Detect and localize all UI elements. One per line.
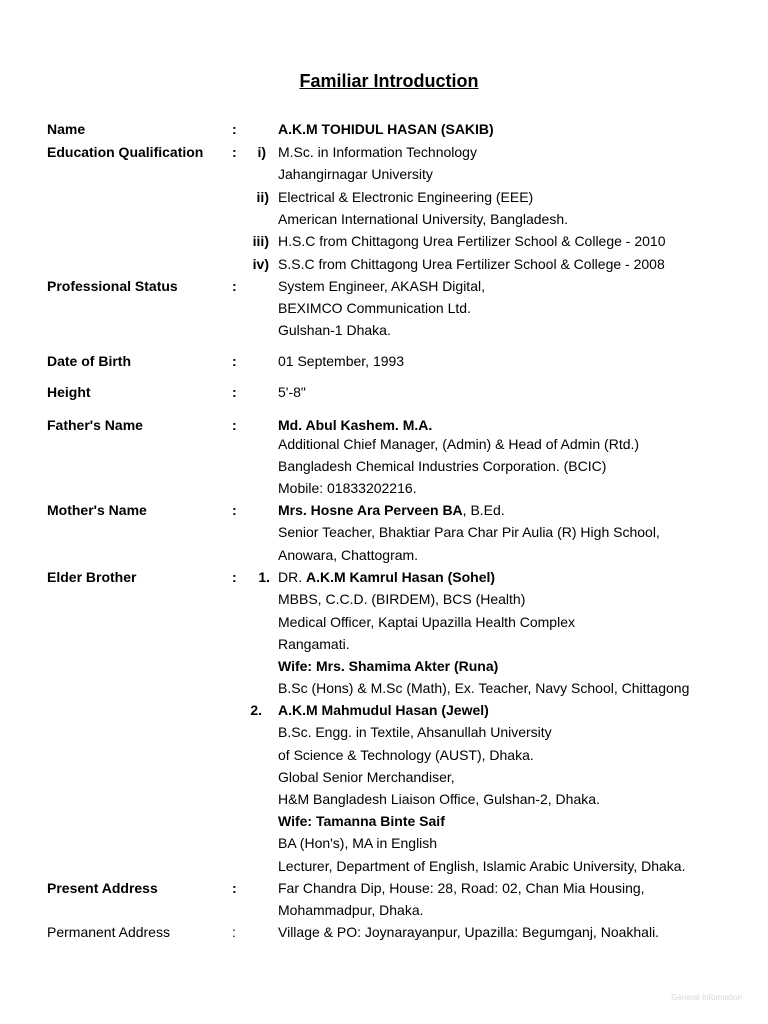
father-line: Bangladesh Chemical Industries Corporation. (BCIC) (278, 458, 607, 474)
brother-row (0, 832, 768, 854)
education-row (0, 230, 768, 252)
brother-name-bold: A.K.M Kamrul Hasan (Sohel) (306, 569, 496, 585)
present-label: Present Address (47, 880, 158, 896)
education-row (0, 141, 768, 163)
education-row (0, 186, 768, 208)
dob-label: Date of Birth (47, 353, 131, 369)
permanent-label: Permanent Address (47, 924, 170, 940)
brother-row (0, 677, 768, 699)
professional-label: Professional Status (47, 278, 178, 294)
professional-row (0, 319, 768, 341)
brother-row (0, 855, 768, 877)
education-line: American International University, Bangladesh. (278, 211, 569, 227)
professional-line: Gulshan-1 Dhaka. (278, 322, 391, 338)
brother-label: Elder Brother (47, 569, 137, 585)
permanent-value: Village & PO: Joynarayanpur, Upazilla: Begumganj, Noakhali. (278, 924, 660, 940)
education-marker: iii) (252, 233, 269, 249)
present-colon: : (232, 880, 237, 896)
education-marker: i) (257, 144, 266, 160)
present-row (0, 899, 768, 921)
mother-line: Senior Teacher, Bhaktiar Para Char Pir Aulia (R) High School, (278, 524, 660, 540)
professional-colon: : (232, 278, 237, 294)
education-marker: iv) (252, 256, 269, 272)
education-row (0, 253, 768, 275)
brother-name (278, 566, 495, 588)
brother-row (0, 611, 768, 633)
height-value: 5'-8" (278, 384, 306, 400)
brother-wife-line: BA (Hon's), MA in English (278, 835, 438, 851)
height-label: Height (47, 384, 91, 400)
name-value: A.K.M TOHIDUL HASAN (SAKIB) (278, 121, 494, 137)
brother-row (0, 699, 768, 721)
permanent-colon: : (232, 924, 236, 940)
education-row (0, 208, 768, 230)
brother-row (0, 721, 768, 743)
education-colon: : (232, 144, 237, 160)
education-line: Electrical & Electronic Engineering (EEE) (278, 189, 534, 205)
brother-colon: : (232, 569, 237, 585)
mother-name (278, 499, 505, 521)
father-row (0, 455, 768, 477)
brother-wife-line: B.Sc (Hons) & M.Sc (Math), Ex. Teacher, Navy School, Chittagong (278, 680, 690, 696)
brother-row (0, 655, 768, 677)
father-row (0, 477, 768, 499)
brother-line: H&M Bangladesh Liaison Office, Gulshan-2, Dhaka. (278, 791, 600, 807)
brother-row (0, 766, 768, 788)
brother-line: Medical Officer, Kaptai Upazilla Health Complex (278, 614, 575, 630)
education-marker: ii) (256, 189, 269, 205)
father-row (0, 433, 768, 455)
father-name: Md. Abul Kashem. M.A. (278, 417, 433, 433)
name-label: Name (47, 121, 86, 137)
mother-colon: : (232, 502, 237, 518)
dob-value: 01 September, 1993 (278, 353, 405, 369)
education-line: H.S.C from Chittagong Urea Fertilizer School & College - 2010 (278, 233, 666, 249)
father-label: Father's Name (47, 417, 143, 433)
present-line: Far Chandra Dip, House: 28, Road: 02, Chan Mia Housing, (278, 880, 645, 896)
mother-line: Anowara, Chattogram. (278, 547, 419, 563)
mother-row (0, 499, 768, 521)
professional-row (0, 297, 768, 319)
father-line: Additional Chief Manager, (Admin) & Head of Admin (Rtd.) (278, 436, 640, 452)
brother-row (0, 810, 768, 832)
height-colon: : (232, 384, 237, 400)
name-row (0, 118, 768, 140)
professional-line: BEXIMCO Communication Ltd. (278, 300, 471, 316)
mother-name-bold: Mrs. Hosne Ara Perveen BA (278, 502, 463, 518)
brother-line: of Science & Technology (AUST), Dhaka. (278, 747, 534, 763)
brother-wife: Wife: Mrs. Shamima Akter (Runa) (278, 658, 499, 674)
education-label: Education Qualification (47, 144, 204, 160)
education-line: Jahangirnagar University (278, 166, 433, 182)
mother-row (0, 544, 768, 566)
brother-row (0, 744, 768, 766)
brother-name-prefix: DR. (278, 569, 306, 585)
footer-watermark: General Information (671, 993, 742, 1002)
brother-row (0, 633, 768, 655)
education-line: M.Sc. in Information Technology (278, 144, 477, 160)
dob-row (0, 350, 768, 372)
father-colon: : (232, 417, 237, 433)
brother-line: Rangamati. (278, 636, 350, 652)
father-line: Mobile: 01833202216. (278, 480, 417, 496)
brother-marker: 1. (258, 569, 270, 585)
document-title: Familiar Introduction (299, 71, 479, 91)
mother-label: Mother's Name (47, 502, 147, 518)
present-row (0, 877, 768, 899)
permanent-row (0, 921, 768, 943)
brother-marker: 2. (250, 702, 262, 718)
education-line: S.S.C from Chittagong Urea Fertilizer School & College - 2008 (278, 256, 665, 272)
brother-wife-line: Lecturer, Department of English, Islamic Arabic University, Dhaka. (278, 858, 686, 874)
education-row (0, 163, 768, 185)
present-line: Mohammadpur, Dhaka. (278, 902, 424, 918)
brother-line: MBBS, C.C.D. (BIRDEM), BCS (Health) (278, 591, 526, 607)
dob-colon: : (232, 353, 237, 369)
brother-wife: Wife: Tamanna Binte Saif (278, 813, 445, 829)
brother-line: Global Senior Merchandiser, (278, 769, 455, 785)
brother-row (0, 588, 768, 610)
brother-name-bold: A.K.M Mahmudul Hasan (Jewel) (278, 702, 489, 718)
height-row (0, 381, 768, 403)
name-colon: : (232, 121, 237, 137)
brother-row (0, 788, 768, 810)
professional-row (0, 275, 768, 297)
mother-row (0, 521, 768, 543)
professional-line: System Engineer, AKASH Digital, (278, 278, 485, 294)
brother-line: B.Sc. Engg. in Textile, Ahsanullah University (278, 724, 552, 740)
mother-name-rest: , B.Ed. (462, 502, 505, 518)
brother-row (0, 566, 768, 588)
